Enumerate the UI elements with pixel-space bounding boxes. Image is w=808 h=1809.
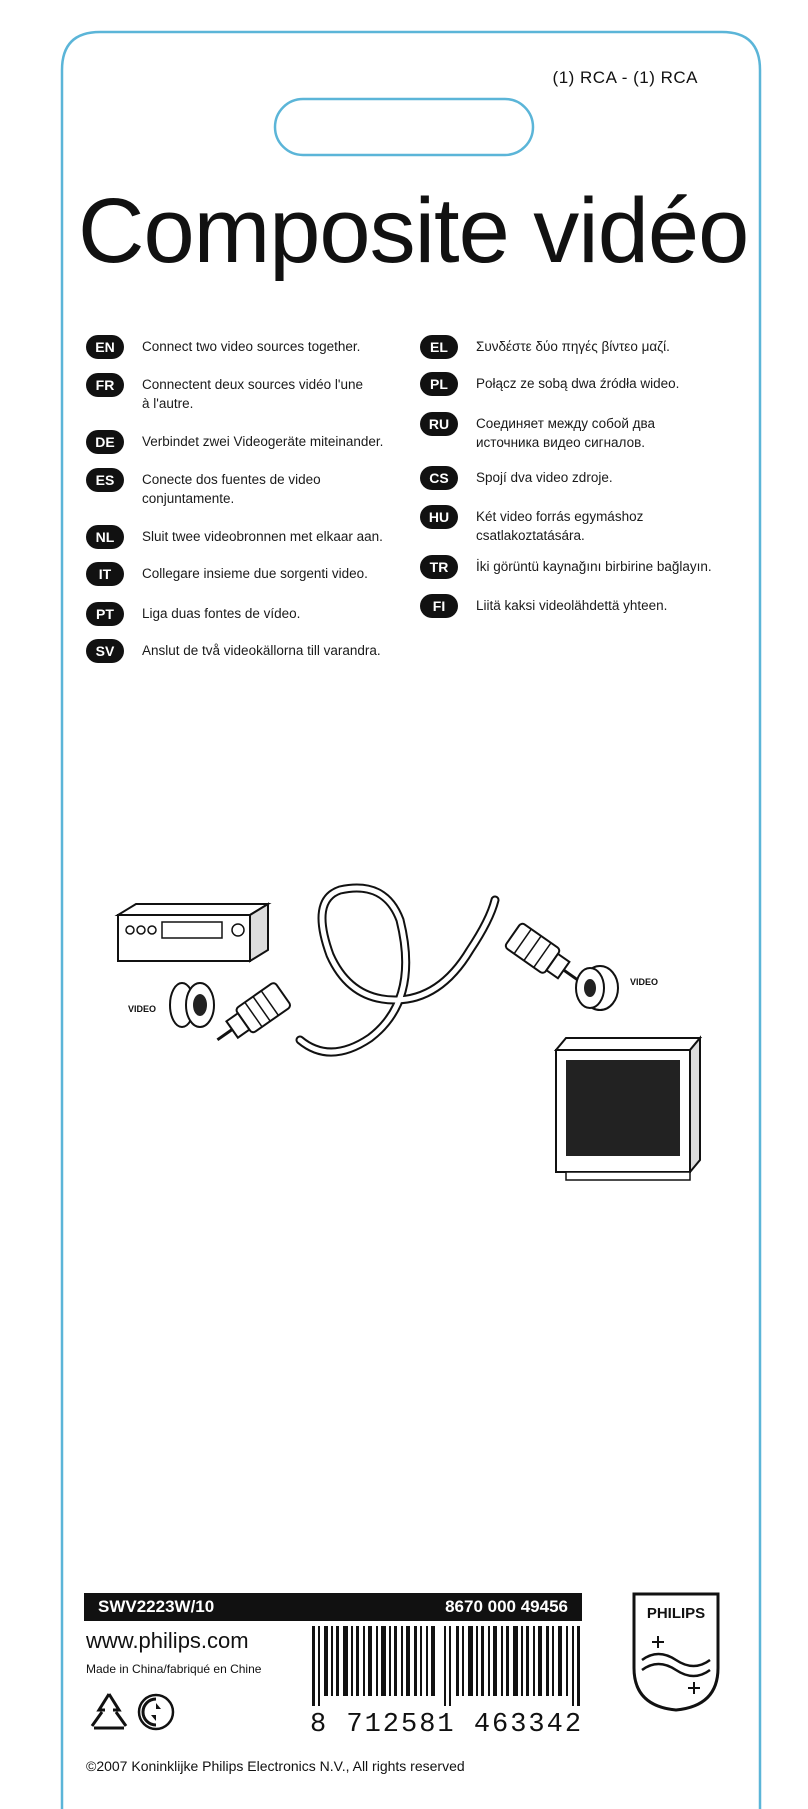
language-text: İki görüntü kaynağını birbirine bağlayın. xyxy=(476,559,712,574)
list-item xyxy=(86,602,300,626)
language-text: Liitä kaksi videolähdettä yhteen. xyxy=(476,598,668,613)
video-player-icon xyxy=(118,904,268,961)
list-item xyxy=(420,372,679,396)
language-badge: IT xyxy=(86,562,124,586)
language-text: Verbindet zwei Videogeräte miteinander. xyxy=(142,434,384,449)
language-text: Connect two video sources together. xyxy=(142,339,361,354)
language-text: Connectent deux sources vidéo l'une à l'autre. xyxy=(142,377,363,411)
product-number: 8670 000 49456 xyxy=(445,1597,568,1616)
language-text: Collegare insieme due sorgenti video. xyxy=(142,566,368,581)
list-item xyxy=(86,639,381,663)
video-socket-icon xyxy=(170,983,214,1027)
rca-plug-icon xyxy=(209,982,292,1052)
video-socket-icon xyxy=(576,966,618,1010)
language-badge: PL xyxy=(420,372,458,396)
list-item xyxy=(86,335,360,359)
language-badge: TR xyxy=(420,555,458,579)
list-item xyxy=(420,335,670,359)
cable-spec: (1) RCA - (1) RCA xyxy=(552,68,698,87)
language-text: Két video forrás egymáshoz csatlakoztatására. xyxy=(476,509,644,543)
language-badge: RU xyxy=(420,412,458,436)
left-port-label: VIDEO xyxy=(128,1004,157,1014)
website-link[interactable]: www.philips.com xyxy=(86,1628,249,1653)
list-item xyxy=(420,412,686,452)
made-in-label: Made in China/fabriqué en Chine xyxy=(86,1662,262,1676)
language-badge: CS xyxy=(420,466,458,490)
green-dot-icon xyxy=(137,1693,175,1731)
language-text: Liga duas fontes de vídeo. xyxy=(142,606,301,621)
list-item xyxy=(86,525,383,549)
copyright-text: ©2007 Koninklijke Philips Electronics N.V., All rights reserved xyxy=(86,1758,465,1774)
language-badge: FI xyxy=(420,594,458,618)
language-badge: DE xyxy=(86,430,124,454)
language-badge: EN xyxy=(86,335,124,359)
hang-hole xyxy=(275,99,533,155)
language-text: Połącz ze sobą dwa źródła wideo. xyxy=(476,376,680,391)
language-badge: EL xyxy=(420,335,458,359)
recycle-icon xyxy=(86,1690,132,1734)
list-item xyxy=(420,466,613,490)
language-badge: FR xyxy=(86,373,124,397)
language-badge: HU xyxy=(420,505,458,529)
language-text: Spojí dva video zdroje. xyxy=(476,470,613,485)
philips-shield-logo xyxy=(628,1588,724,1714)
list-item xyxy=(86,430,383,454)
language-text: Соединяет между собой два источника видео сигналов. xyxy=(476,416,656,450)
list-item xyxy=(86,468,352,508)
barcode-digits: 8 712581 463342 xyxy=(310,1710,584,1740)
list-item xyxy=(86,373,372,413)
connection-diagram xyxy=(0,860,808,1260)
language-text: Sluit twee videobronnen met elkaar aan. xyxy=(142,529,383,544)
television-icon xyxy=(556,1038,700,1180)
model-number: SWV2223W/10 xyxy=(98,1597,215,1616)
right-port-label: VIDEO xyxy=(630,977,659,987)
list-item xyxy=(420,594,667,618)
product-code-bar xyxy=(84,1593,582,1621)
list-item xyxy=(86,562,368,586)
language-badge: SV xyxy=(86,639,124,663)
list-item xyxy=(420,555,712,579)
page-title: Composite vidéo xyxy=(78,180,749,282)
language-text: Anslut de två videokällorna till varandra. xyxy=(142,643,381,658)
language-text: Συνδέστε δύο πηγές βίντεο μαζί. xyxy=(476,339,670,354)
language-text: Conecte dos fuentes de video conjuntamente. xyxy=(142,472,321,506)
brand-name: PHILIPS xyxy=(646,1605,706,1622)
language-badge: NL xyxy=(86,525,124,549)
list-item xyxy=(420,505,676,545)
language-badge: PT xyxy=(86,602,124,626)
barcode-icon xyxy=(310,1626,590,1706)
language-badge: ES xyxy=(86,468,124,492)
